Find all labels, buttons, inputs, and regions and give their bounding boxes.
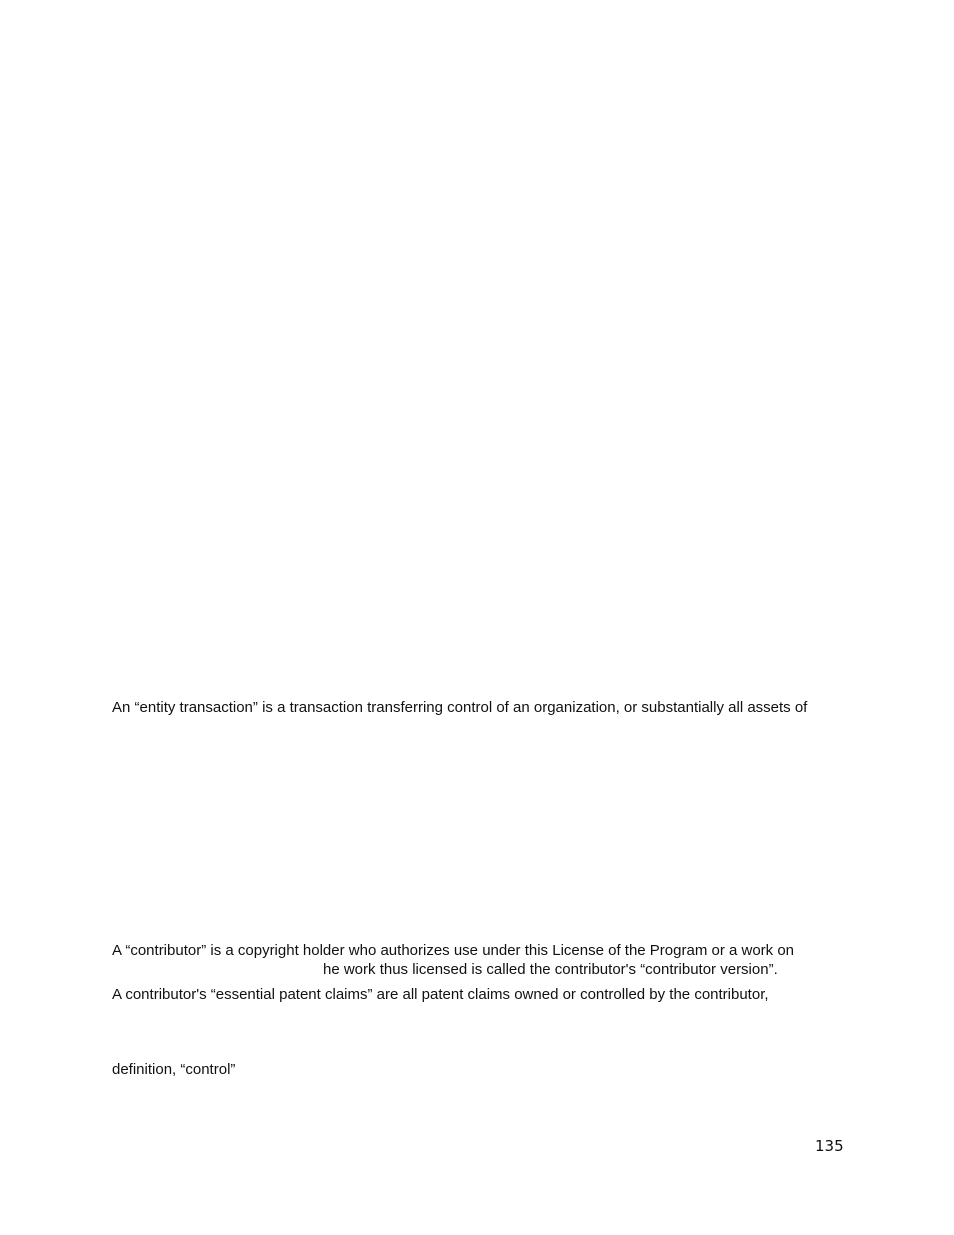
control-definition-line: definition, “control” bbox=[112, 1061, 236, 1078]
contributor-version-line: he work thus licensed is called the contributor's “contributor version”. bbox=[323, 961, 778, 978]
page-number: 135 bbox=[815, 1137, 844, 1155]
contributor-definition-line: A “contributor” is a copyright holder who authorizes use under this License of the Program or a work on bbox=[112, 942, 795, 959]
essential-patent-claims-line: A contributor's “essential patent claims” are all patent claims owned or controlled by the contributor, bbox=[112, 986, 769, 1003]
entity-transaction-line: An “entity transaction” is a transaction transferring control of an organization, or substantially all assets of bbox=[112, 699, 808, 716]
